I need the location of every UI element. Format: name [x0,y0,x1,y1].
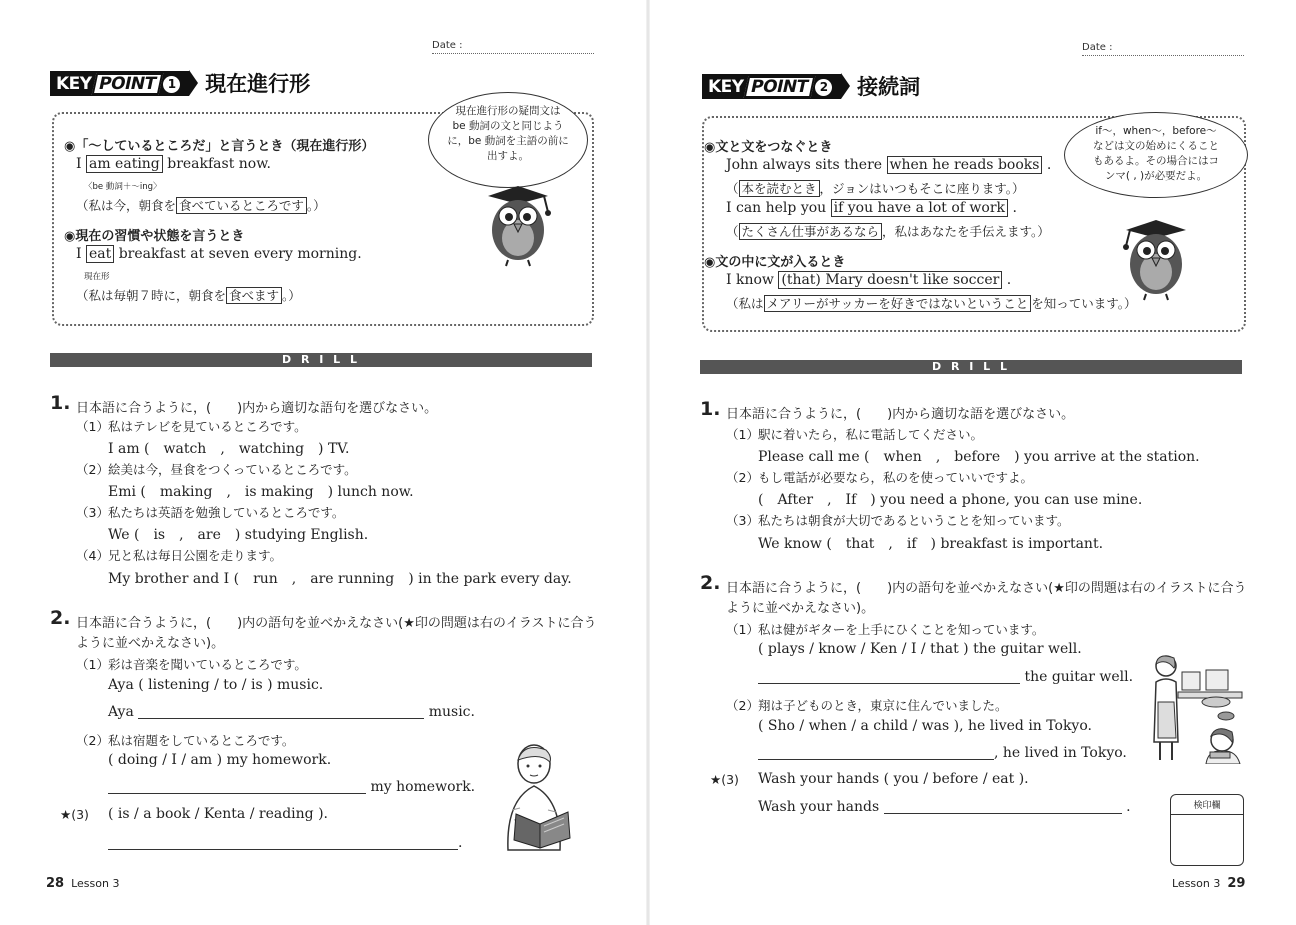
item-japanese: 兄と私は毎日公園を走ります。 [108,548,283,563]
point-label: POINT [743,76,814,98]
item-number: （3） [726,513,759,528]
answer-line[interactable]: my homework. [108,779,475,795]
owl-icon [478,182,558,268]
item-number: （2） [76,733,109,748]
question-instruction: ように並べかえなさい)。 [726,601,875,616]
bubble-line: に，be 動詞を主語の前に [447,135,569,147]
boxed-phrase: 食べているところです [176,197,307,214]
item-number: （1） [726,622,759,637]
question-instruction: ように並べかえなさい)。 [76,636,225,651]
answer-blank[interactable] [108,835,458,850]
question-number: 2. [700,572,721,594]
bubble-line: ンマ( , )が必要だよ。 [1104,170,1208,182]
item-number: （2） [726,470,759,485]
choice-sentence[interactable]: Emi ( making , is making ) lunch now. [108,484,414,500]
item-number: ★(3) [60,807,89,822]
stamp-label: 検印欄 [1171,795,1243,815]
date-label: Date : [432,40,463,51]
bubble-line: もあるよ。その場合にはコ [1093,155,1219,167]
boxed-phrase: am eating [86,155,163,173]
page-footer [1172,876,1245,891]
point-label: POINT [91,73,162,95]
question-instruction: 日本語に合うように，( )内から適切な語を選びなさい。 [726,407,1075,422]
boxed-phrase: メアリーがサッカーを好きではないということ [764,295,1032,312]
question-instruction: 日本語に合うように，( )内の語句を並べかえなさい(★印の問題は右のイラストに合う [76,616,597,631]
key-point-number: 1 [163,76,180,93]
bubble-line: if〜，when〜，before〜 [1095,125,1217,137]
choice-sentence[interactable]: We ( is , are ) studying English. [108,527,369,543]
drill-banner: D R I L L [700,360,1242,374]
answer-line[interactable]: the guitar well. [758,669,1133,685]
kitchen-scene-icon [1136,652,1246,764]
key-point-title: 接続詞 [857,75,921,99]
choice-sentence[interactable]: Please call me ( when , before ) you arrive at the station. [758,449,1200,465]
drill-banner: D R I L L [50,353,592,367]
owl-icon [1116,216,1196,302]
example-sentence: I eat breakfast at seven every morning. [76,246,362,262]
boxed-phrase: たくさん仕事があるなら [739,223,883,240]
reorder-prompt: ( plays / know / Ken / I / that ) the guitar well. [758,641,1082,657]
boxed-phrase: (that) Mary doesn't like soccer [778,271,1002,289]
reorder-prompt: ( Sho / when / a child / was ), he lived in Tokyo. [758,718,1092,734]
key-point-badge [50,71,189,96]
question-number: 2. [50,607,71,629]
reorder-prompt: ( doing / I / am ) my homework. [108,752,332,768]
key-point-badge [702,74,841,99]
boxed-phrase: 本を読むとき [739,180,820,197]
grammar-heading: ◉文の中に文が入るとき [704,255,846,270]
item-number: （1） [726,427,759,442]
item-japanese: 私は宿題をしているところです。 [108,733,295,748]
grammar-note: 現在形 [84,272,110,282]
date-field[interactable] [432,40,594,54]
boxed-phrase: when he reads books [887,156,1043,174]
translation-line: （ たくさん仕事があるなら ，私はあなたを手伝えます。） [726,224,1050,239]
arrow-icon [189,70,198,96]
boxed-phrase: if you have a lot of work [831,199,1008,217]
bubble-line: などは文の始めにくること [1093,140,1219,152]
key-point-heading [50,68,310,98]
lesson-label: Lesson 3 [1172,877,1221,890]
key-point-number: 2 [815,79,832,96]
choice-sentence[interactable]: ( After , If ) you need a phone, you can use mine. [758,492,1143,508]
key-label: KEY [708,76,744,97]
translation-line: （私は毎朝７時に，朝食を 食べます 。） [76,288,301,303]
date-label: Date : [1082,42,1113,53]
question-instruction: 日本語に合うように，( )内から適切な語句を選びなさい。 [76,401,438,416]
date-field[interactable] [1082,42,1244,56]
item-number: （2） [726,698,759,713]
translation-line: （私は今，朝食を 食べているところです 。） [76,198,326,213]
answer-blank[interactable] [884,799,1122,814]
item-japanese: 翔は子どものとき，東京に住んでいました。 [758,698,1008,713]
item-number: ★(3) [710,772,739,787]
page-number: 29 [1227,876,1246,891]
item-japanese: 私は健がギターを上手にひくことを知っています。 [758,622,1045,637]
item-japanese: 駅に着いたら，私に電話してください。 [758,427,984,442]
key-point-title: 現在進行形 [205,72,311,96]
reorder-prompt: Wash your hands ( you / before / eat ). [758,771,1029,787]
item-number: （2） [76,462,109,477]
question-number: 1. [50,392,71,414]
answer-blank[interactable] [138,704,424,719]
answer-line[interactable]: , he lived in Tokyo. [758,745,1127,761]
example-sentence: I can help you if you have a lot of work . [726,200,1017,216]
bubble-line: be 動詞の文と同じよう [452,120,564,132]
grammar-heading: ◉文と文をつなぐとき [704,140,833,155]
boxed-phrase: eat [86,245,114,263]
example-sentence: I know (that) Mary doesn't like soccer . [726,272,1012,288]
arrow-icon [841,73,850,99]
choice-sentence[interactable]: We know ( that , if ) breakfast is important. [758,536,1104,552]
grammar-heading: ◉現在の習慣や状態を言うとき [64,229,245,244]
boxed-phrase: 食べます [226,287,282,304]
page-number: 28 [46,876,65,891]
bubble-line: 現在進行形の疑問文は [455,105,561,117]
item-japanese: 私はテレビを見ているところです。 [108,419,307,434]
answer-line[interactable]: Aya music. [108,704,475,720]
page-footer [46,876,119,891]
lesson-label: Lesson 3 [71,877,120,890]
translation-line: （私は メアリーがサッカーを好きではないということ を知っています。） [726,296,1137,311]
item-japanese: 私たちは英語を勉強しているところです。 [108,505,345,520]
question-number: 1. [700,398,721,420]
example-sentence: I am eating breakfast now. [76,156,272,172]
approval-stamp-box [1170,794,1244,866]
key-point-heading [702,71,920,101]
choice-sentence[interactable]: I am ( watch , watching ) TV. [108,441,350,457]
speech-bubble [428,92,588,188]
answer-line[interactable]: Wash your hands . [758,799,1131,815]
answer-blank[interactable] [108,779,366,794]
item-number: （1） [76,657,109,672]
item-number: （1） [76,419,109,434]
reorder-prompt: Aya ( listening / to / is ) music. [108,677,324,693]
speech-bubble [1064,112,1248,198]
answer-line[interactable]: . [108,835,462,851]
item-number: （3） [76,505,109,520]
question-instruction: 日本語に合うように，( )内の語句を並べかえなさい(★印の問題は右のイラストに合う [726,581,1247,596]
answer-blank[interactable] [758,745,994,760]
grammar-heading: ◉「〜しているところだ」と言うとき（現在進行形） [64,139,375,154]
item-japanese: もし電話が必要なら，私のを使っていいですよ。 [758,470,1034,485]
reorder-prompt: ( is / a book / Kenta / reading ). [108,806,328,822]
item-japanese: 彩は音楽を聞いているところです。 [108,657,307,672]
grammar-note: 〈be 動詞＋〜ing〉 [84,182,162,192]
item-number: （4） [76,548,109,563]
answer-blank[interactable] [758,669,1020,684]
choice-sentence[interactable]: My brother and I ( run , are running ) in the park every day. [108,571,572,587]
example-sentence: John always sits there when he reads books . [726,157,1052,173]
boy-reading-book-icon [494,740,580,852]
translation-line: （ 本を読むとき ，ジョンはいつもそこに座ります。） [726,181,1025,196]
key-label: KEY [56,73,92,94]
item-japanese: 絵美は今，昼食をつくっているところです。 [108,462,357,477]
page-29 [648,0,1296,925]
bubble-line: 出すよ。 [487,150,529,162]
item-japanese: 私たちは朝食が大切であるということを知っています。 [758,513,1070,528]
